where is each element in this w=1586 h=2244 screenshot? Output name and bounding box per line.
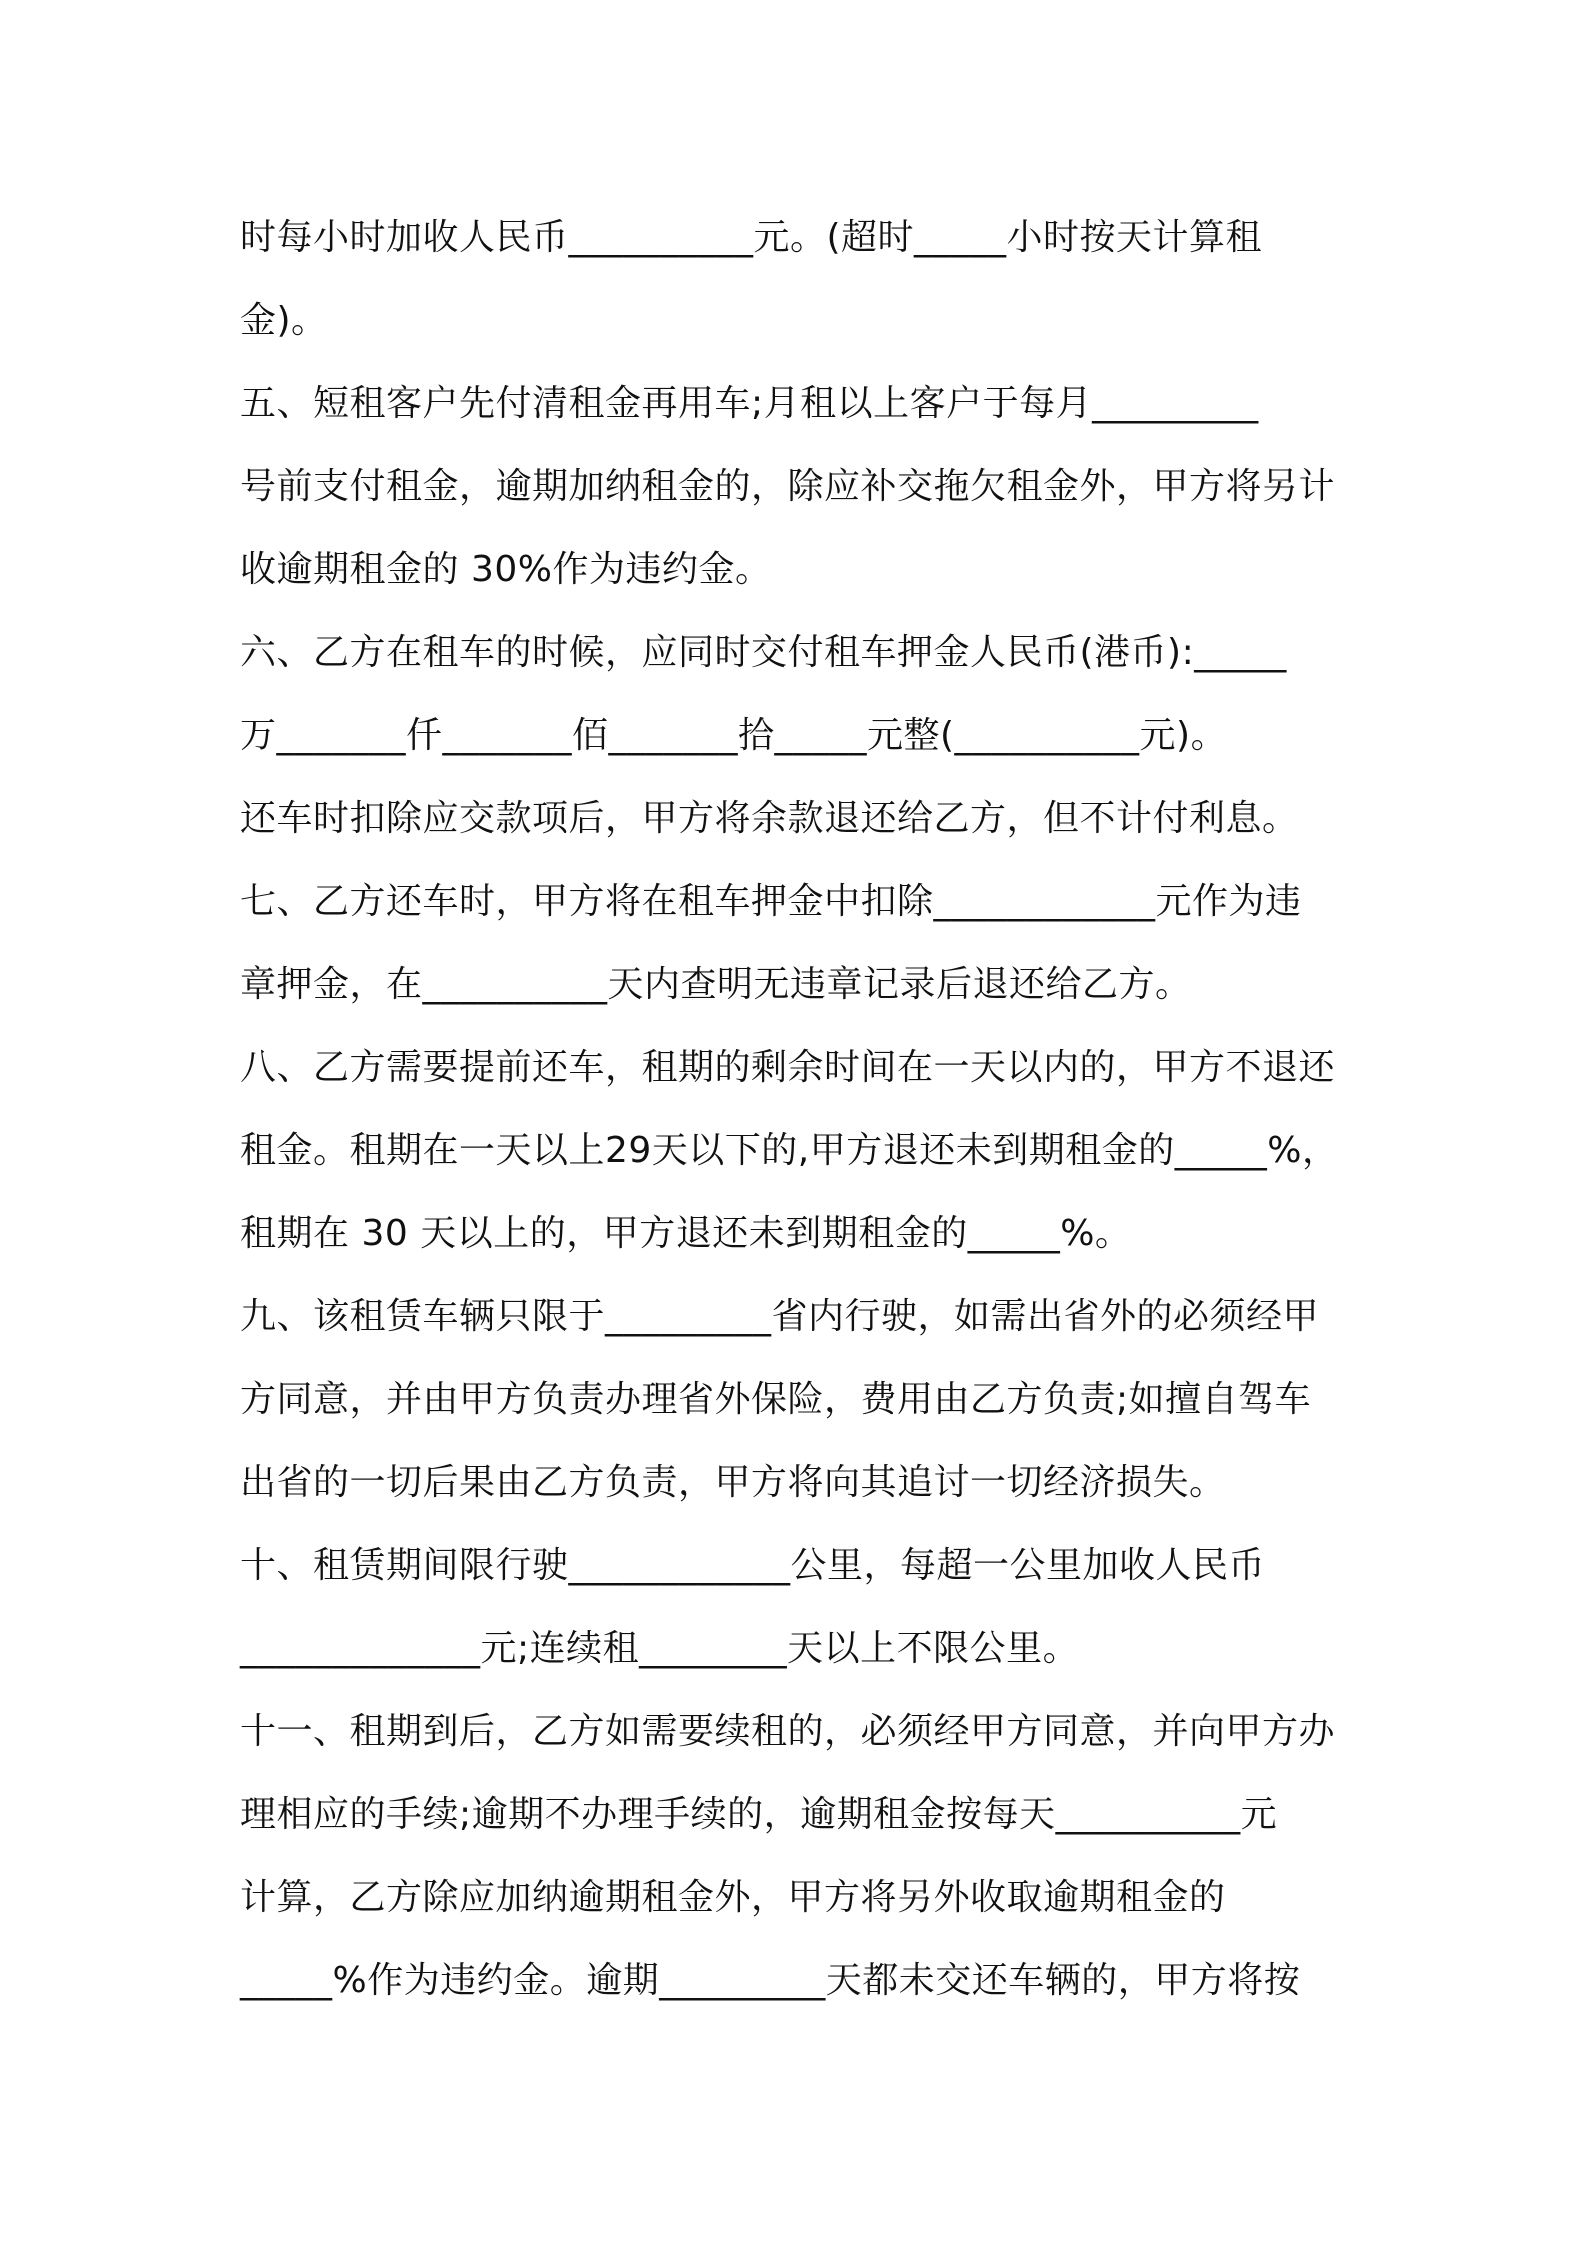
text-line: 出省的一切后果由乙方负责，甲方将向其追讨一切经济损失。	[240, 1462, 1226, 1503]
text-line: 方同意，并由甲方负责办理省外保险，费用由乙方负责;如擅自驾车	[240, 1379, 1312, 1420]
text-line: 租金。租期在一天以上29天以下的,甲方退还未到期租金的_____%，	[240, 1130, 1339, 1171]
text-line: 租期在 30 天以上的，甲方退还未到期租金的_____%。	[240, 1213, 1132, 1254]
text-line: _____________元;连续租________天以上不限公里。	[240, 1628, 1080, 1669]
text-line: 十、租赁期间限行驶____________公里，每超一公里加收人民币	[240, 1545, 1266, 1586]
text-line: 收逾期租金的 30%作为违约金。	[240, 549, 772, 590]
text-line: 还车时扣除应交款项后，甲方将余款退还给乙方，但不计付利息。	[240, 798, 1299, 839]
text-line: 七、乙方还车时，甲方将在租车押金中扣除____________元作为违	[240, 881, 1302, 922]
text-line: 章押金，在__________天内查明无违章记录后退还给乙方。	[240, 964, 1192, 1005]
text-line: 号前支付租金，逾期加纳租金的，除应补交拖欠租金外，甲方将另计	[240, 466, 1336, 507]
text-line: 金)。	[240, 300, 328, 341]
text-line: 五、短租客户先付清租金再用车;月租以上客户于每月_________	[240, 383, 1259, 424]
text-line: 六、乙方在租车的时候，应同时交付租车押金人民币(港币):_____	[240, 632, 1287, 673]
text-line: 计算，乙方除应加纳逾期租金外，甲方将另外收取逾期租金的	[240, 1877, 1226, 1918]
text-line: 时每小时加收人民币__________元。(超时_____小时按天计算租	[240, 217, 1263, 258]
text-line: _____%作为违约金。逾期_________天都未交还车辆的，甲方将按	[240, 1960, 1301, 2001]
text-line: 理相应的手续;逾期不办理手续的，逾期租金按每天__________元	[240, 1794, 1278, 1835]
text-line: 九、该租赁车辆只限于_________省内行驶，如需出省外的必须经甲	[240, 1296, 1320, 1337]
text-line: 十一、租期到后，乙方如需要续租的，必须经甲方同意，并向甲方办	[240, 1711, 1336, 1752]
text-line: 万_______仟_______佰_______拾_____元整(__________元)。	[240, 715, 1228, 756]
document-body	[240, 196, 1360, 2022]
text-line: 八、乙方需要提前还车，租期的剩余时间在一天以内的，甲方不退还	[240, 1047, 1336, 1088]
